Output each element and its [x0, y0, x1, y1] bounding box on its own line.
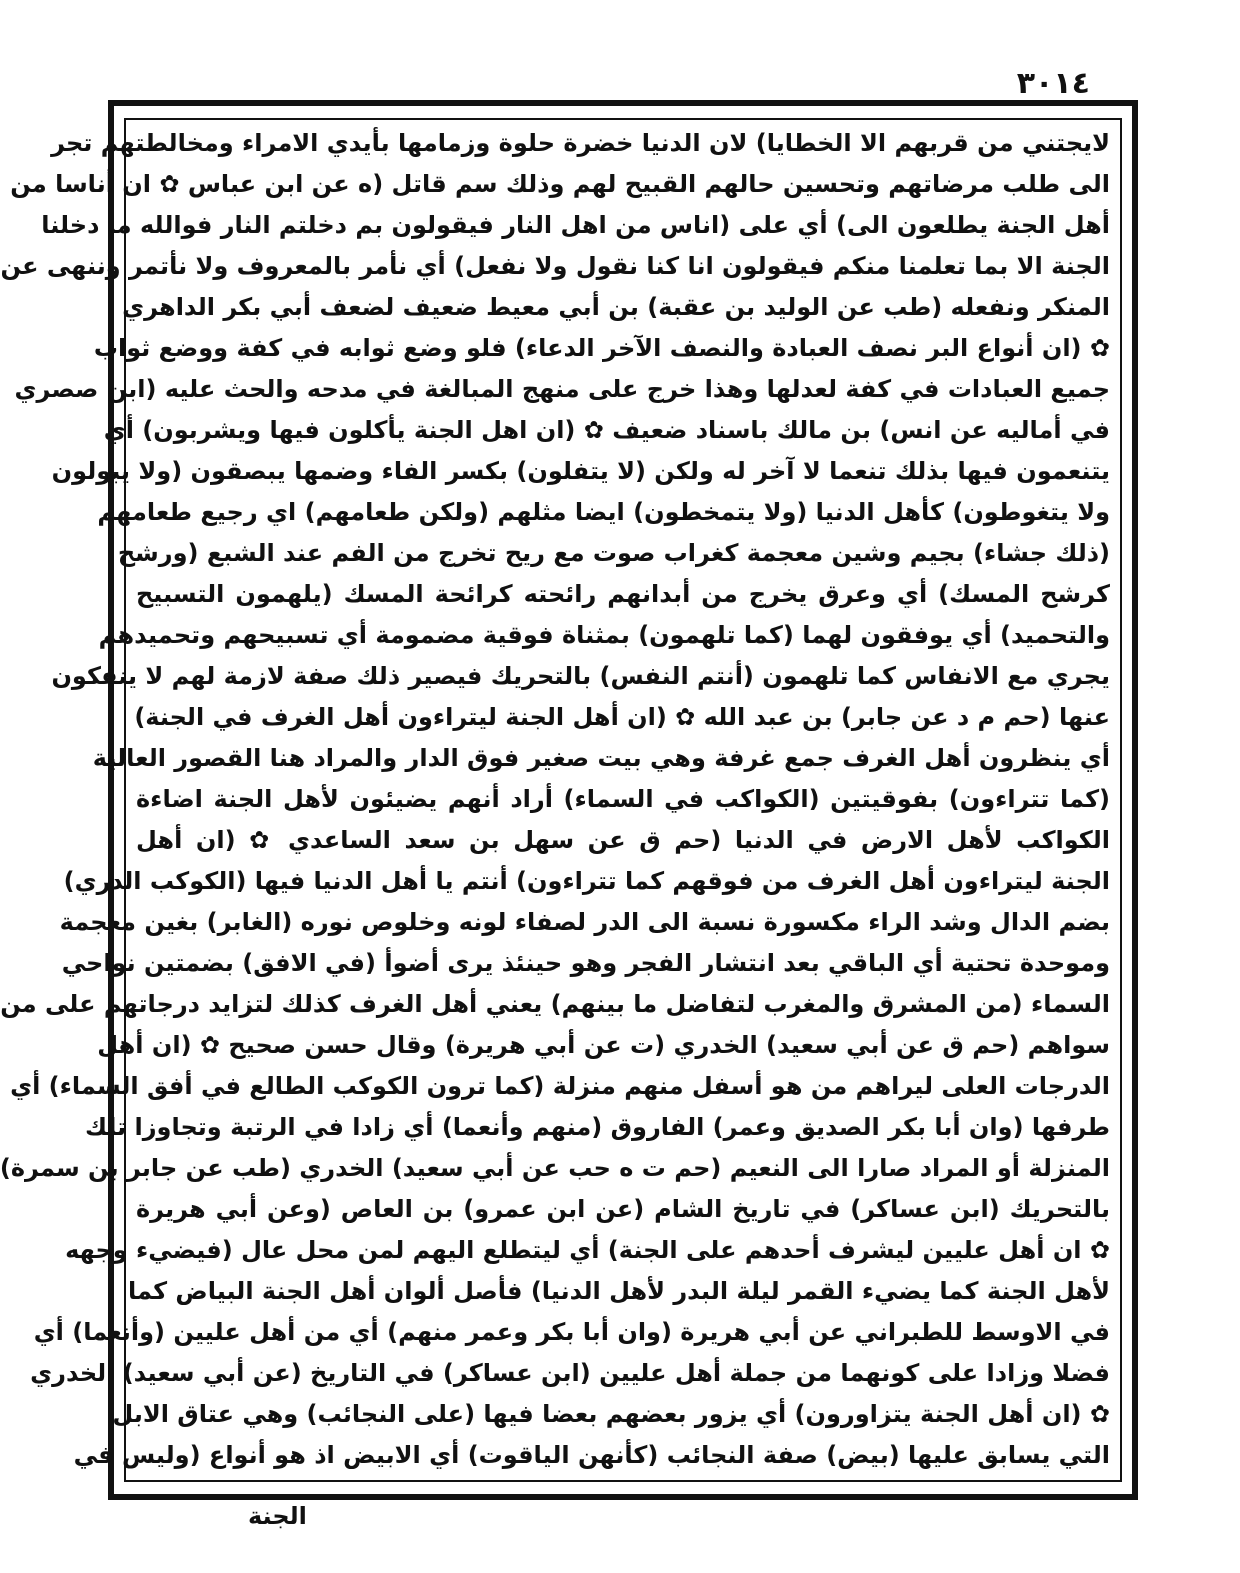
text-line: ✿ ان أهل عليين ليشرف أحدهم على الجنة) أي ليتطلع اليهم لمن محل عال (فيضيء وجهه — [65, 1236, 1110, 1264]
catchword: الجنة — [248, 1502, 307, 1530]
text-line: يتنعمون فيها بذلك تنعما لا آخر له ولكن (لا يتفلون) بكسر الفاء وضمها يبصقون (ولا يبولون — [51, 457, 1110, 485]
text-line: كرشح المسك) أي وعرق يخرج من أبدانهم رائحته كرائحة المسك (يلهمون التسبيح — [136, 580, 1110, 608]
text-line: ✿ (ان أهل الجنة يتزاورون) أي يزور بعضهم بعضا فيها (على النجائب) وهي عتاق الابل — [112, 1400, 1110, 1428]
text-line: في الاوسط للطبراني عن أبي هريرة (وان أبا بكر وعمر منهم) أي من أهل عليين (وأنعما) أي — [33, 1318, 1110, 1346]
text-line: وموحدة تحتية أي الباقي بعد انتشار الفجر وهو حينئذ يرى أضوأ (في الافق) بضمتين نواحي — [61, 949, 1110, 977]
text-line: لايجتني من قربهم الا الخطايا) لان الدنيا خضرة حلوة وزمامها بأيدي الامراء ومخالطتهم تجر — [51, 129, 1110, 157]
text-line: المنكر ونفعله (طب عن الوليد بن عقبة) بن أبي معيط ضعيف لضعف أبي بكر الداهري — [122, 293, 1110, 321]
text-body — [0, 124, 1110, 1474]
text-line: أهل الجنة يطلعون الى) أي على (اناس من اهل النار فيقولون بم دخلتم النار فوالله ما دخلنا — [41, 211, 1110, 239]
text-line: الجنة ليتراءون أهل الغرف من فوقهم كما تتراءون) أنتم يا أهل الدنيا فيها (الكوكب الدري) — [63, 867, 1110, 895]
text-line: ولا يتغوطون) كأهل الدنيا (ولا يتمخطون) ايضا مثلهم (ولكن طعامهم) اي رجيع طعامهم — [97, 498, 1110, 526]
text-line: الكواكب لأهل الارض في الدنيا (حم ق عن سهل بن سعد الساعدي ✿ (ان أهل — [136, 826, 1110, 854]
text-line: والتحميد) أي يوفقون لهما (كما تلهمون) بمثناة فوقية مضمومة أي تسبيحهم وتحميدهم — [98, 621, 1110, 649]
text-line: سواهم (حم ق عن أبي سعيد) الخدري (ت عن أبي هريرة) وقال حسن صحيح ✿ (ان أهل — [97, 1031, 1110, 1059]
text-line: الى طلب مرضاتهم وتحسين حالهم القبيح لهم وذلك سم قاتل (ه عن ابن عباس ✿ ان أناسا من — [10, 170, 1110, 198]
text-line: فضلا وزادا على كونهما من جملة أهل عليين (ابن عساكر) في التاريخ (عن أبي سعيد) الخدري — [30, 1359, 1110, 1387]
page-number: ٣٠١٤ — [1016, 66, 1090, 101]
text-line: أي ينظرون أهل الغرف جمع غرفة وهي بيت صغير فوق الدار والمراد هنا القصور العالية — [92, 744, 1110, 772]
text-line: ✿ (ان أنواع البر نصف العبادة والنصف الآخر الدعاء) فلو وضع ثوابه في كفة ووضع ثواب — [93, 334, 1110, 362]
text-line: (ذلك جشاء) بجيم وشين معجمة كغراب صوت مع ريح تخرج من الفم عند الشبع (ورشح — [117, 539, 1110, 567]
text-line: المنزلة أو المراد صارا الى النعيم (حم ت ه حب عن أبي سعيد) الخدري (طب عن جابر بن سمرة) — [0, 1154, 1110, 1182]
text-line: بالتحريك (ابن عساكر) في تاريخ الشام (عن ابن عمرو) بن العاص (وعن أبي هريرة — [136, 1195, 1110, 1223]
text-line: طرفها (وان أبا بكر الصديق وعمر) الفاروق (منهم وأنعما) أي زادا في الرتبة وتجاوزا تلك — [85, 1113, 1110, 1141]
text-line: الجنة الا بما تعلمنا منكم فيقولون انا كنا نقول ولا نفعل) أي نأمر بالمعروف ولا نأتمر وننهى عن — [0, 252, 1110, 280]
text-line: لأهل الجنة كما يضيء القمر ليلة البدر لأهل الدنيا) فأصل ألوان أهل الجنة البياض كما — [128, 1277, 1110, 1305]
text-line: جميع العبادات في كفة لعدلها وهذا خرج على منهج المبالغة في مدحه والحث عليه (ابن صصري — [14, 375, 1110, 403]
text-line: يجري مع الانفاس كما تلهمون (أنتم النفس) بالتحريك فيصير ذلك صفة لازمة لهم لا ينفكون — [51, 662, 1110, 690]
text-line: السماء (من المشرق والمغرب لتفاضل ما بينهم) يعني أهل الغرف كذلك لتزايد درجاتهم على من — [0, 990, 1110, 1018]
text-line: (كما تتراءون) بفوقيتين (الكواكب في السماء) أراد أنهم يضيئون لأهل الجنة اضاءة — [136, 785, 1110, 813]
text-line: بضم الدال وشد الراء مكسورة نسبة الى الدر لصفاء لونه وخلوص نوره (الغابر) بغين معجمة — [59, 908, 1110, 936]
text-line: التي يسابق عليها (بيض) صفة النجائب (كأنهن الياقوت) أي الابيض اذ هو أنواع (وليس في — [73, 1441, 1110, 1469]
text-line: عنها (حم م د عن جابر) بن عبد الله ✿ (ان أهل الجنة ليتراءون أهل الغرف في الجنة) — [134, 703, 1110, 731]
text-line: الدرجات العلى ليراهم من هو أسفل منهم منزلة (كما ترون الكوكب الطالع في أفق السماء) أي — [10, 1072, 1110, 1100]
text-line: في أماليه عن انس) بن مالك باسناد ضعيف ✿ (ان اهل الجنة يأكلون فيها ويشربون) أي — [103, 416, 1110, 444]
